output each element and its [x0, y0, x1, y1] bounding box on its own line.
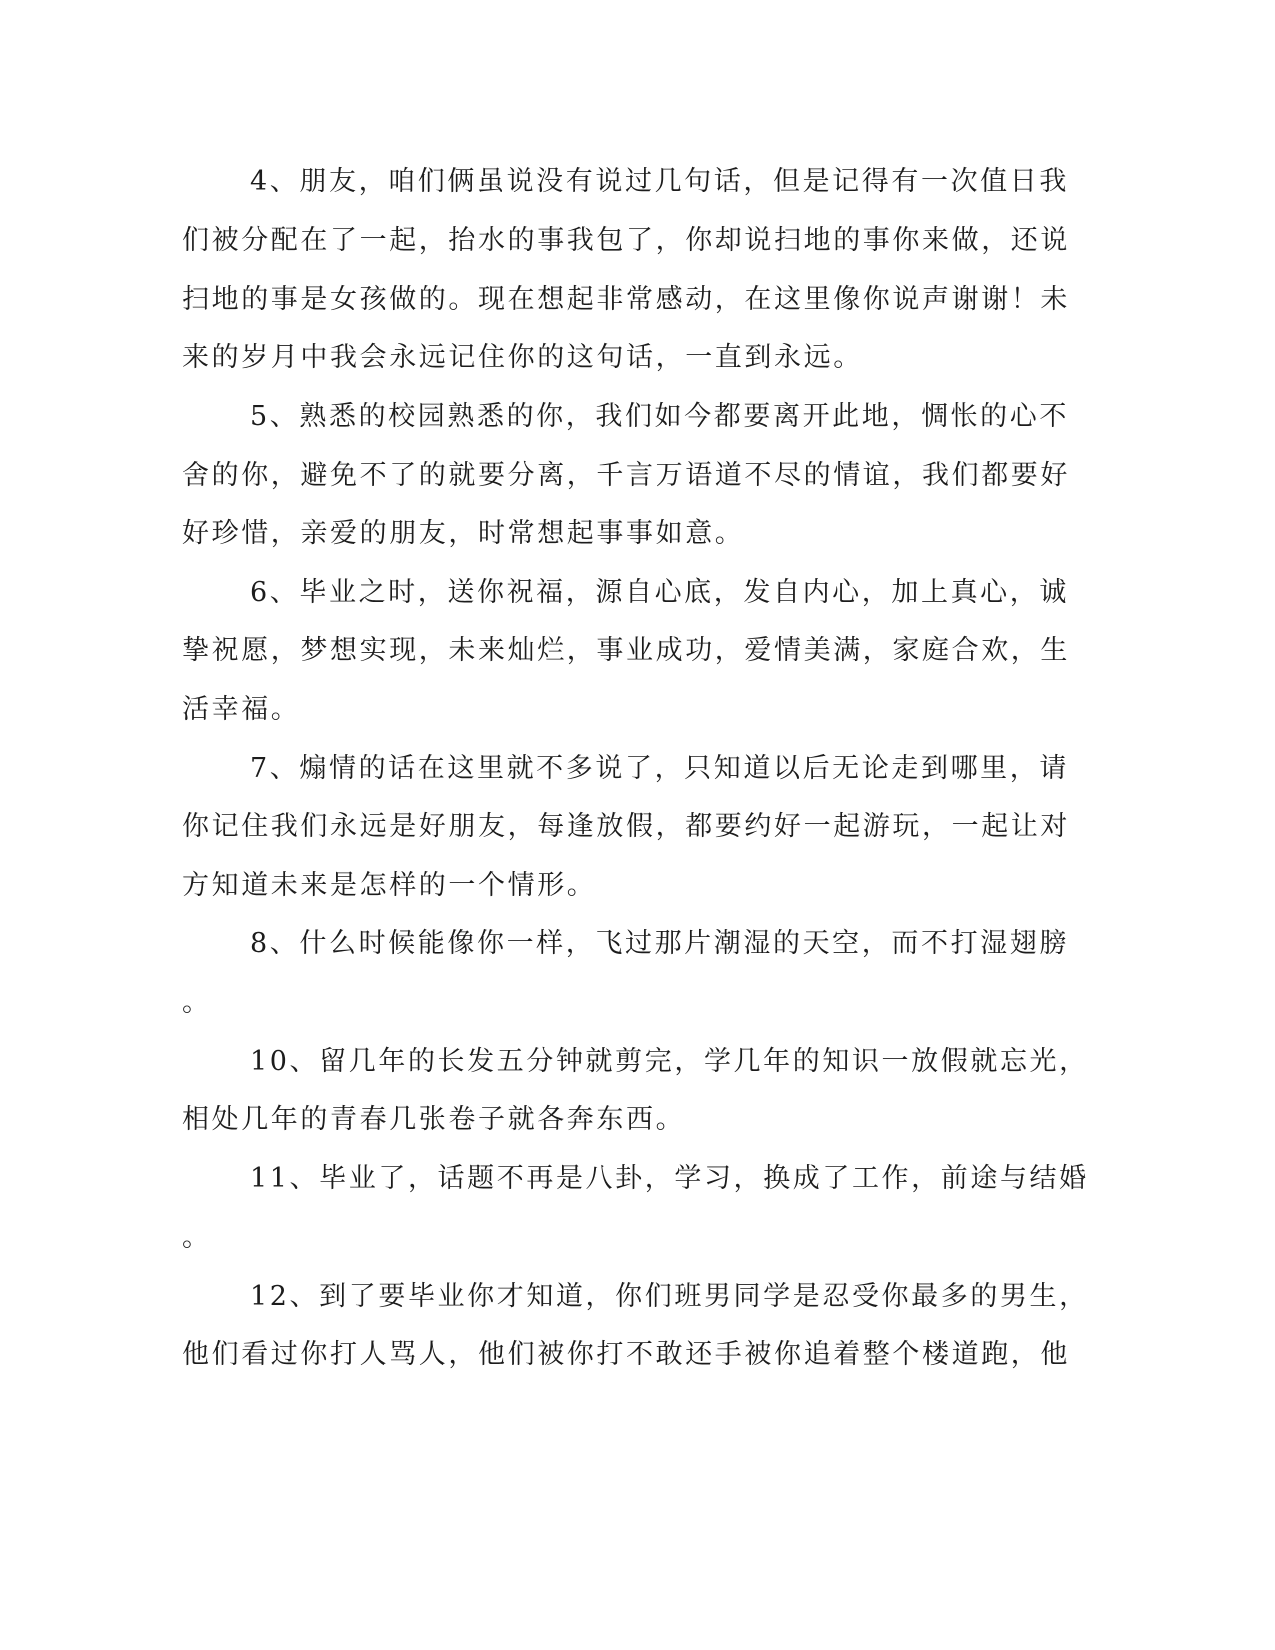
paragraph-5-line-1: 5、熟悉的校园熟悉的你，我们如今都要离开此地，惆怅的心不 [250, 401, 1069, 432]
paragraph-7-line-1: 7、煽情的话在这里就不多说了，只知道以后无论走到哪里，请 [250, 753, 1069, 784]
paragraph-6-line-1: 6、毕业之时，送你祝福，源自心底，发自内心，加上真心，诚 [250, 577, 1069, 608]
paragraph-11-line-2: 。 [182, 1222, 212, 1253]
paragraph-11-line-1: 11、毕业了，话题不再是八卦，学习，换成了工作，前途与结婚 [250, 1163, 1089, 1194]
paragraph-10-line-1: 10、留几年的长发五分钟就剪完，学几年的知识一放假就忘光， [250, 1046, 1089, 1077]
paragraph-8-line-2: 。 [182, 987, 212, 1018]
paragraph-4-line-1: 4、朋友，咱们俩虽说没有说过几句话，但是记得有一次值日我 [250, 166, 1069, 197]
paragraph-12-line-2: 他们看过你打人骂人，他们被你打不敢还手被你追着整个楼道跑，他 [182, 1339, 1070, 1370]
paragraph-5-line-3: 好珍惜，亲爱的朋友，时常想起事事如意。 [182, 518, 745, 549]
paragraph-6-line-2: 挚祝愿，梦想实现，未来灿烂，事业成功，爱情美满，家庭合欢，生 [182, 635, 1070, 666]
paragraph-8-line-1: 8、什么时候能像你一样，飞过那片潮湿的天空，而不打湿翅膀 [250, 928, 1069, 959]
paragraph-4-line-2: 们被分配在了一起，抬水的事我包了，你却说扫地的事你来做，还说 [182, 225, 1070, 256]
paragraph-12-line-1: 12、到了要毕业你才知道，你们班男同学是忍受你最多的男生， [250, 1281, 1089, 1312]
paragraph-10-line-2: 相处几年的青春几张卷子就各奔东西。 [182, 1104, 686, 1135]
paragraph-4-line-3: 扫地的事是女孩做的。现在想起非常感动，在这里像你说声谢谢！未 [182, 284, 1070, 315]
paragraph-6-line-3: 活幸福。 [182, 694, 301, 725]
paragraph-7-line-3: 方知道未来是怎样的一个情形。 [182, 870, 597, 901]
paragraph-7-line-2: 你记住我们永远是好朋友，每逢放假，都要约好一起游玩，一起让对 [182, 811, 1070, 842]
paragraph-5-line-2: 舍的你，避免不了的就要分离，千言万语道不尽的情谊，我们都要好 [182, 460, 1070, 491]
paragraph-4-line-4: 来的岁月中我会永远记住你的这句话，一直到永远。 [182, 342, 863, 373]
